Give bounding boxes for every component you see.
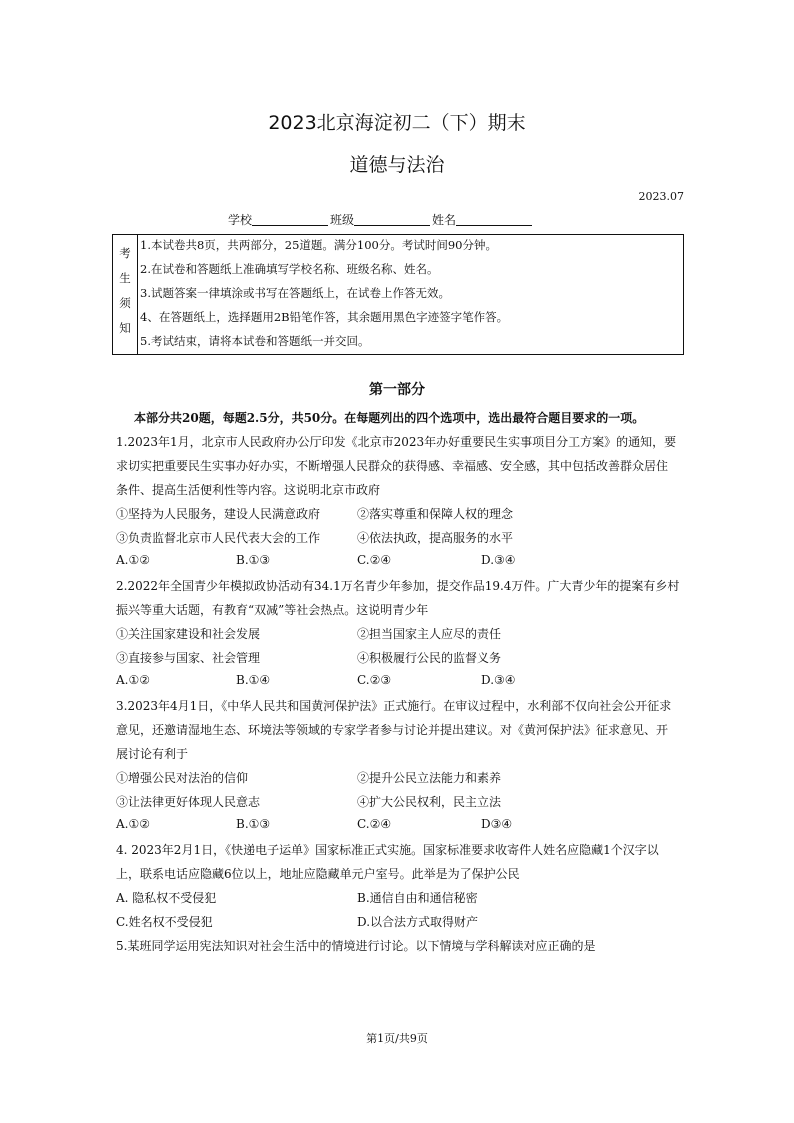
notice-side-char: 须 bbox=[119, 296, 131, 310]
question-3-stem-line: 意见，还邀请湿地生态、环境法等领域的专家学者参与讨论并提出建议。对《黄河保护法》征求意见、开 bbox=[116, 723, 669, 737]
question-4-choice-c[interactable]: C.姓名权不受侵犯 bbox=[116, 915, 213, 929]
question-2-statement: ③直接参与国家、社会管理 bbox=[116, 651, 261, 665]
question-3-choice-c[interactable]: C.②④ bbox=[357, 817, 392, 831]
question-2-stem-line: 2.2022年全国青少年模拟政协活动有34.1万名青少年参加，提交作品19.4万件。广大青少年的提案有乡村 bbox=[116, 579, 680, 593]
question-4-stem-line: 4. 2023年2月1日，《快递电子运单》国家标准正式实施。国家标准要求收寄件人姓名应隐藏1个汉字以 bbox=[116, 843, 659, 857]
question-4-choice-b[interactable]: B.通信自由和通信秘密 bbox=[357, 891, 478, 905]
question-4-choice-a[interactable]: A. 隐私权不受侵犯 bbox=[116, 891, 217, 905]
school-label: 学校 bbox=[228, 213, 253, 227]
notice-item: 1.本试卷共8页，共两部分，25道题。满分100分。考试时间90分钟。 bbox=[140, 238, 498, 252]
question-1-choice-d[interactable]: D.③④ bbox=[481, 553, 516, 567]
question-1-statement: ④依法执政，提高服务的水平 bbox=[357, 531, 514, 545]
question-1-stem-line: 1.2023年1月，北京市人民政府办公厅印发《北京市2023年办好重要民生实事项目分工方案》的通知，要 bbox=[116, 435, 677, 449]
question-4-choice-d[interactable]: D.以合法方式取得财产 bbox=[357, 915, 479, 929]
question-3-statement: ①增强公民对法治的信仰 bbox=[116, 771, 249, 785]
question-1-stem-line: 求切实把重要民生实事办好办实，不断增强人民群众的获得感、幸福感、安全感，其中包括改善群众居住 bbox=[116, 459, 669, 473]
question-1-choice-a[interactable]: A.①② bbox=[116, 553, 150, 567]
question-2-choice-b[interactable]: B.①④ bbox=[236, 673, 271, 687]
question-3-statement: ②提升公民立法能力和素养 bbox=[357, 771, 502, 785]
question-2-choice-c[interactable]: C.②③ bbox=[357, 673, 392, 687]
question-1-choice-c[interactable]: C.②④ bbox=[357, 553, 392, 567]
question-2-choice-a[interactable]: A.①② bbox=[116, 673, 150, 687]
student-info-fields bbox=[228, 211, 534, 228]
page-title: 2023北京海淀初二（下）期末 bbox=[268, 112, 526, 134]
notice-item: 3.试题答案一律填涂或书写在答题纸上，在试卷上作答无效。 bbox=[140, 286, 450, 300]
notice-side-label bbox=[113, 235, 138, 354]
question-2-statement: ④积极履行公民的监督义务 bbox=[357, 651, 502, 665]
question-3-statement: ③让法律更好体现人民意志 bbox=[116, 795, 261, 809]
part-one-heading: 第一部分 bbox=[369, 382, 425, 398]
exam-notice-box bbox=[112, 234, 684, 355]
question-3-choice-a[interactable]: A.①② bbox=[116, 817, 150, 831]
part-one-instructions: 本部分共20题，每题2.5分，共50分。在每题列出的四个选项中，选出最符合题目要求的一项。 bbox=[134, 411, 645, 425]
question-4-stem-line: 上，联系电话应隐藏6位以上，地址应隐藏单元户室号。此举是为了保护公民 bbox=[116, 867, 520, 881]
question-3-stem-line: 展讨论有利于 bbox=[116, 747, 189, 761]
question-2-choice-d[interactable]: D.③④ bbox=[481, 673, 516, 687]
name-label: 姓名 bbox=[432, 213, 457, 227]
question-1-stem-line: 条件、提高生活便利性等内容。这说明北京市政府 bbox=[116, 483, 381, 497]
question-3-choice-d[interactable]: D③④ bbox=[481, 817, 513, 831]
question-2-statement: ①关注国家建设和社会发展 bbox=[116, 627, 261, 641]
question-3-statement: ④扩大公民权利，民主立法 bbox=[357, 795, 502, 809]
school-blank[interactable] bbox=[252, 213, 328, 226]
exam-date: 2023.07 bbox=[638, 190, 684, 203]
notice-item: 2.在试卷和答题纸上准确填写学校名称、班级名称、姓名。 bbox=[140, 262, 439, 276]
notice-side-char: 知 bbox=[119, 321, 131, 335]
class-blank[interactable] bbox=[354, 213, 430, 226]
class-label: 班级 bbox=[330, 213, 355, 227]
question-5-stem-line: 5.某班同学运用宪法知识对社会生活中的情境进行讨论。以下情境与学科解读对应正确的是 bbox=[116, 939, 596, 953]
notice-item: 5.考试结束，请将本试卷和答题纸一并交回。 bbox=[140, 334, 370, 348]
question-3-choice-b[interactable]: B.①③ bbox=[236, 817, 271, 831]
notice-side-char: 考 bbox=[119, 246, 131, 260]
question-1-statement: ③负责监督北京市人民代表大会的工作 bbox=[116, 531, 321, 545]
name-blank[interactable] bbox=[456, 213, 532, 226]
question-1-statement: ①坚持为人民服务，建设人民满意政府 bbox=[116, 507, 321, 521]
question-1-statement: ②落实尊重和保障人权的理念 bbox=[357, 507, 514, 521]
notice-item: 4、在答题纸上，选择题用2B铅笔作答，其余题用黑色字迹签字笔作答。 bbox=[140, 310, 509, 324]
question-1-choice-b[interactable]: B.①③ bbox=[236, 553, 271, 567]
question-2-statement: ②担当国家主人应尽的责任 bbox=[357, 627, 502, 641]
question-2-stem-line: 振兴等重大话题，有教育“双减”等社会热点。这说明青少年 bbox=[116, 603, 429, 617]
question-3-stem-line: 3.2023年4月1日，《中华人民共和国黄河保护法》正式施行。在审议过程中，水利部不仅向社会公开征求 bbox=[116, 699, 672, 713]
subject-title: 道德与法治 bbox=[349, 154, 445, 176]
page-footer: 第1页/共9页 bbox=[366, 1032, 428, 1045]
notice-side-char: 生 bbox=[119, 271, 131, 285]
